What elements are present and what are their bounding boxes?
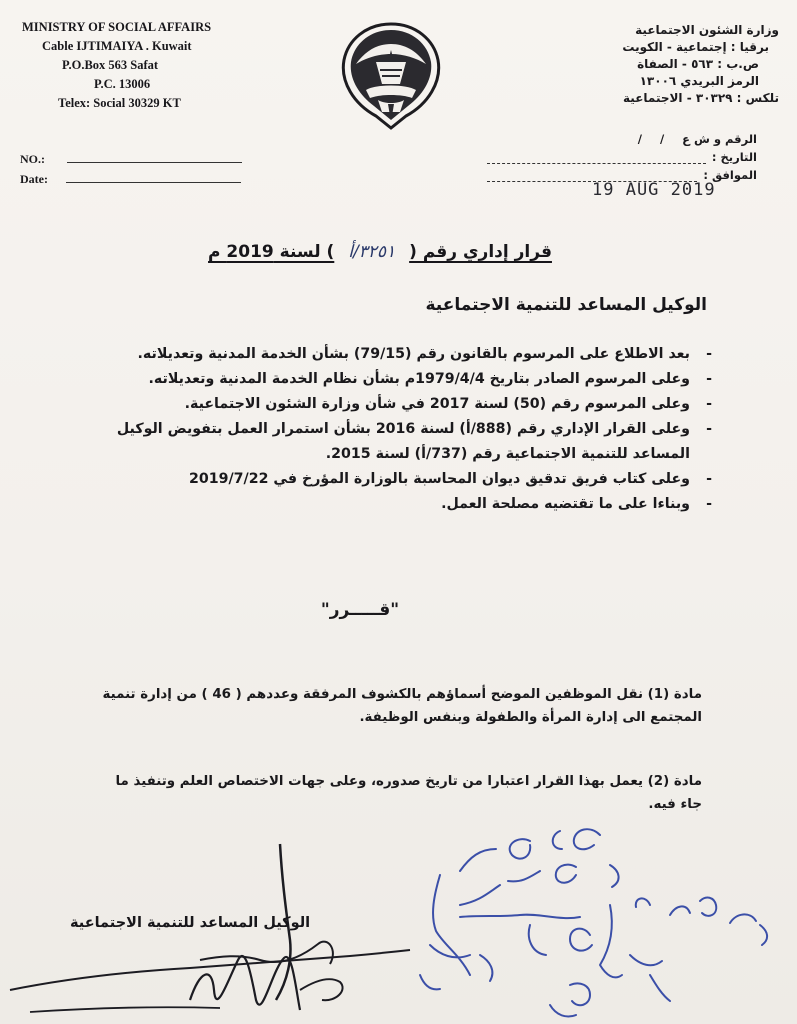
decree-word: قـــــرر bbox=[329, 600, 391, 620]
corresponding-label: الموافق : bbox=[703, 168, 757, 182]
telex-ar: تلكس : ٣٠٣٢٩ - الاجتماعية bbox=[623, 91, 779, 105]
letterhead-arabic bbox=[529, 22, 779, 107]
ministry-name-en: MINISTRY OF SOCIAL AFFAIRS bbox=[22, 20, 212, 34]
issuer-heading: الوكيل المساعد للتنمية الاجتماعية bbox=[425, 295, 707, 315]
signature-scribble bbox=[0, 840, 420, 1024]
date-label-ar: التاريخ : bbox=[711, 150, 757, 164]
ministry-name-ar: وزارة الشئون الاجتماعية bbox=[635, 23, 779, 37]
article-1: مادة (1) نقل الموظفين الموضح أسماؤهم بالكشوف المرفقة وعددهم ( 46 ) من إدارة تنمية المجتمع الى إدارة المرأة والطفولة وبنفس الوظيفة. bbox=[102, 687, 702, 725]
decree-label: "قـــــرر" bbox=[320, 600, 400, 620]
handwritten-annotation bbox=[400, 805, 797, 1024]
decision-suffix: ) لسنة 2019 م bbox=[208, 242, 335, 262]
date-field-en bbox=[20, 172, 241, 187]
telex-en: Telex: Social 30329 KT bbox=[58, 96, 181, 110]
po-box-en: P.O.Box 563 Safat bbox=[62, 58, 159, 72]
no-field bbox=[20, 152, 242, 167]
decision-number: ٣٢٥١/أ bbox=[348, 242, 396, 262]
preamble-item: - وعلى القرار الإداري رقم (888/أ) لسنة 2016 بشأن استمرار العمل بتفويض الوكيل المساعد للتنمية الاجتماعية رقم (737/أ) لسنة 2015. bbox=[92, 417, 712, 467]
ref-label: الرقم و ش ع bbox=[682, 132, 757, 146]
letterhead-english bbox=[22, 18, 242, 113]
preamble-item: - بعد الاطلاع على المرسوم بالقانون رقم (79/15) بشأن الخدمة المدنية وتعديلاته. bbox=[92, 342, 712, 367]
decision-title bbox=[160, 242, 600, 262]
cable-address-ar: برقيا : إجتماعية - الكويت bbox=[622, 40, 769, 54]
date-stamp: 19 AUG 2019 bbox=[592, 180, 716, 200]
cable-address-en: Cable IJTIMAIYA . Kuwait bbox=[42, 39, 192, 53]
arabic-ref-fields bbox=[487, 128, 757, 182]
po-box-ar: ص.ب : ٥٦٣ - الصفاة bbox=[637, 57, 759, 71]
date-label-en: Date: bbox=[20, 172, 48, 186]
preamble-item: - وعلى المرسوم الصادر بتاريخ 1979/4/4م بشأن نظام الخدمة المدنية وتعديلاته. bbox=[92, 367, 712, 392]
article-2: مادة (2) يعمل بهذا القرار اعتبارا من تاريخ صدوره، وعلى جهات الاختصاص العلم وتنفيذ ما جاء فيه. bbox=[115, 774, 702, 812]
preamble-list bbox=[92, 342, 712, 517]
postal-code-ar: الرمز البريدي ١٣٠٠٦ bbox=[639, 74, 759, 88]
preamble-item: - وبناءا على ما تقتضيه مصلحة العمل. bbox=[92, 492, 712, 517]
no-label: NO.: bbox=[20, 152, 45, 166]
decision-prefix: قرار إداري رقم ( bbox=[409, 242, 552, 262]
signatory-title: الوكيل المساعد للتنمية الاجتماعية bbox=[70, 915, 311, 931]
kuwait-emblem-icon bbox=[336, 20, 446, 132]
ref-row: الرقم و ش ع / / bbox=[637, 132, 757, 146]
preamble-item: - وعلى كتاب فريق تدقيق ديوان المحاسبة بالوزارة المؤرخ في 2019/7/22 bbox=[92, 467, 712, 492]
date-row-ar bbox=[487, 146, 757, 164]
preamble-item: - وعلى المرسوم رقم (50) لسنة 2017 في شأن وزارة الشئون الاجتماعية. bbox=[92, 392, 712, 417]
postal-code-en: P.C. 13006 bbox=[94, 77, 151, 91]
